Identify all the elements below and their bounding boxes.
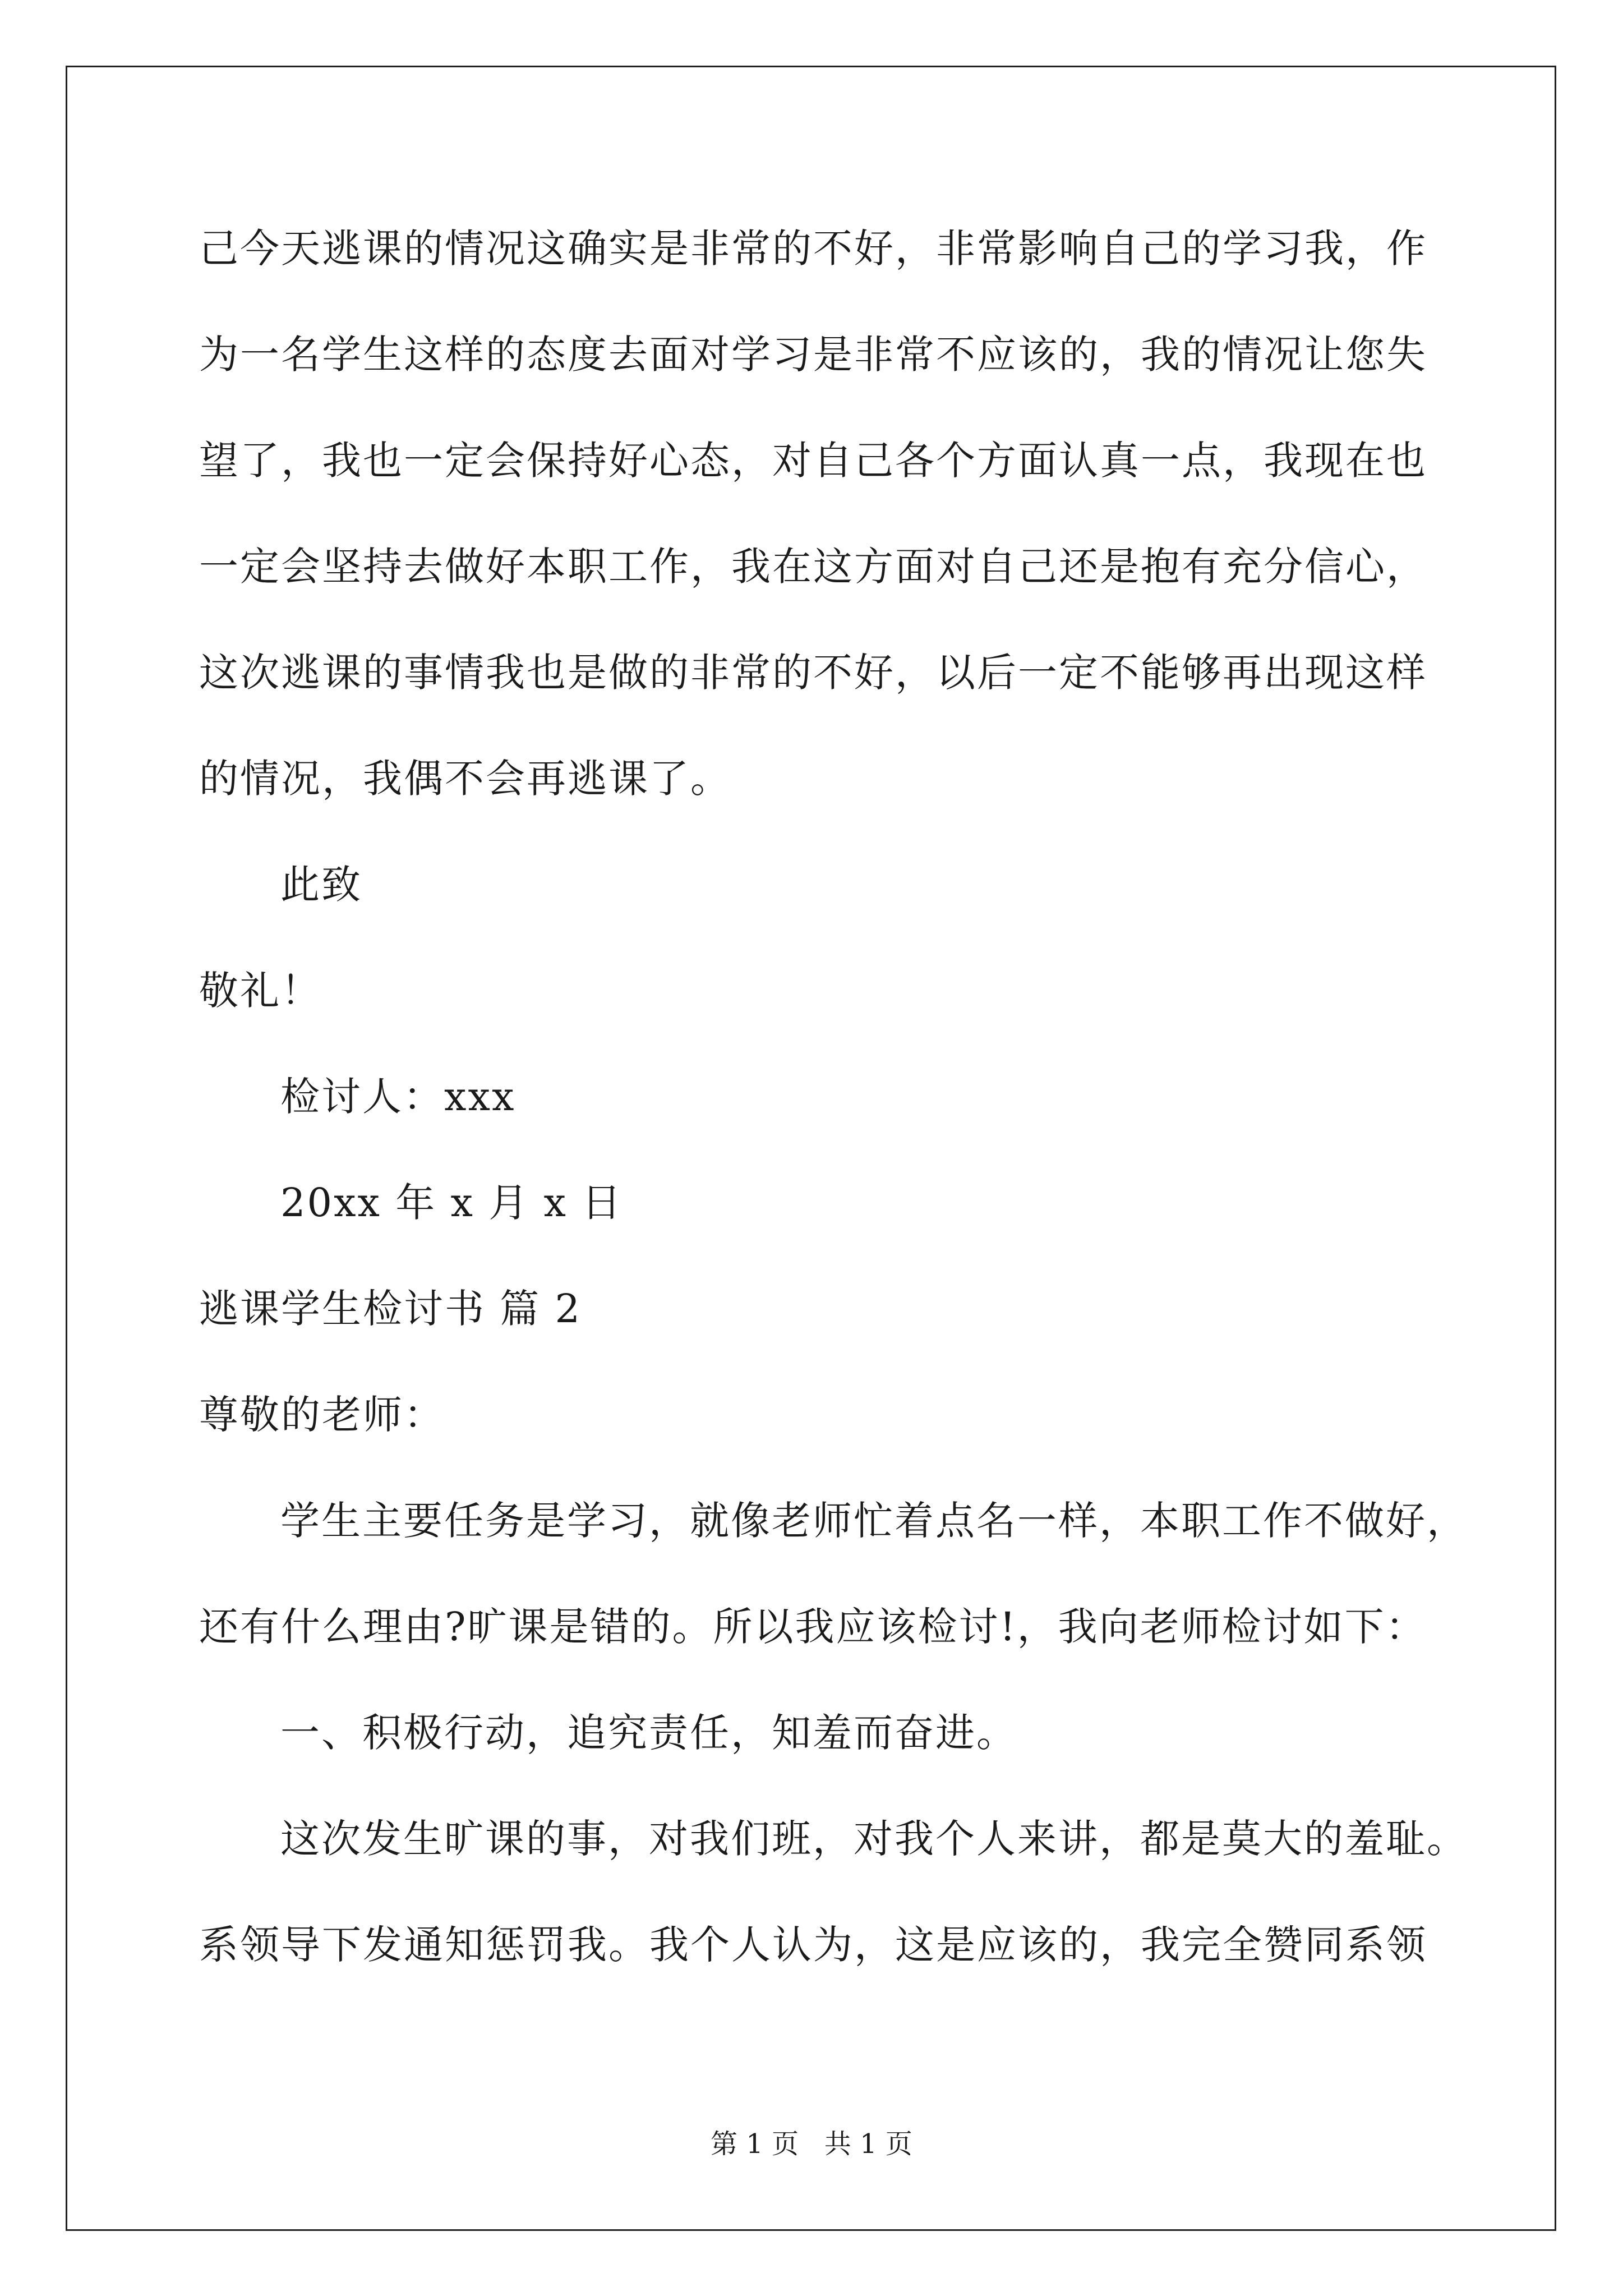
greeting: 尊敬的老师： <box>199 1392 445 1438</box>
body-line: 为一名学生这样的态度去面对学习是非常不应该的，我的情况让您失 <box>199 332 1427 378</box>
body-line: 系领导下发通知惩罚我。我个人认为，这是应该的，我完全赞同系领 <box>199 1922 1427 1968</box>
body-line: 望了，我也一定会保持好心态，对自己各个方面认真一点，我现在也 <box>199 438 1427 484</box>
body-line: 的情况，我偶不会再逃课了。 <box>199 756 731 802</box>
body-line: 学生主要任务是学习，就像老师忙着点名一样，本职工作不做好， <box>280 1498 1468 1544</box>
body-line: 己今天逃课的情况这确实是非常的不好，非常影响自己的学习我，作 <box>199 226 1427 272</box>
closing-salutation: 此致 <box>280 862 362 908</box>
body-line: 这次逃课的事情我也是做的非常的不好，以后一定不能够再出现这样 <box>199 650 1427 696</box>
body-line: 一定会坚持去做好本职工作，我在这方面对自己还是抱有充分信心， <box>199 544 1427 590</box>
signature: 检讨人：xxx <box>280 1074 516 1120</box>
body-line: 还有什么理由?旷课是错的。所以我应该检讨!，我向老师检讨如下： <box>199 1604 1427 1650</box>
closing-regards: 敬礼！ <box>199 968 322 1014</box>
page-footer: 第 1 页 共 1 页 <box>711 2128 912 2160</box>
section-title: 逃课学生检讨书 篇 2 <box>199 1286 582 1332</box>
heading-point-one: 一、积极行动，追究责任，知羞而奋进。 <box>280 1710 1017 1756</box>
document-body <box>199 218 1489 2020</box>
date-line: 20xx 年 x 月 x 日 <box>280 1180 623 1226</box>
body-line: 这次发生旷课的事，对我们班，对我个人来讲，都是莫大的羞耻。 <box>280 1816 1468 1862</box>
